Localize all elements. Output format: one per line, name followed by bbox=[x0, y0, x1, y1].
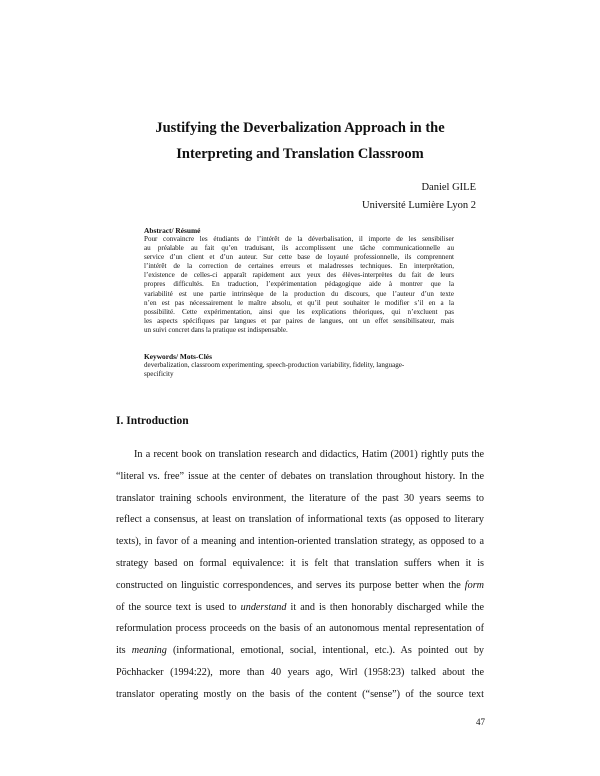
body-line: reflect a consensus, at least on translation of informational texts (as opposed to literary bbox=[116, 514, 484, 526]
body-line bbox=[116, 602, 484, 624]
body-text-segment: its bbox=[116, 645, 126, 657]
body-line bbox=[116, 580, 484, 602]
body-text-segment: (informational, emotional, social, intentional, etc.). As pointed out by bbox=[173, 645, 485, 657]
body-line: translator operating mostly on the basis of the content (“sense”) of the source text bbox=[116, 688, 484, 700]
page-number: 47 bbox=[476, 717, 485, 727]
body-line: strategy based on formal equivalence: it is felt that translation suffers when it is bbox=[116, 557, 484, 569]
paper-title-line-2: Interpreting and Translation Classroom bbox=[176, 146, 424, 162]
body-paragraph bbox=[116, 449, 484, 711]
abstract-line: service d’un client et d’un auteur. Sur cette base de loyauté professionnelle, ils comprennent bbox=[144, 253, 454, 262]
author-affiliation: Université Lumière Lyon 2 bbox=[361, 200, 476, 211]
paper-title-line-1: Justifying the Deverbalization Approach in the bbox=[155, 120, 445, 136]
body-line: “literal vs. free” issue at the center of debates on translation throughout history. In the bbox=[116, 470, 484, 482]
author-name: Daniel GILE bbox=[421, 182, 476, 193]
body-line: translator training schools environment, the literature of the past 30 years seems to bbox=[116, 492, 484, 504]
abstract-line: Pour convaincre les étudiants de l’intérêt de la déverbalisation, il importe de les sensibiliser bbox=[144, 235, 454, 243]
abstract-heading: Abstract/ Résumé bbox=[144, 226, 201, 235]
abstract-line: propres difficultés. En traduction, l’expérimentation pédagogique aide à montrer que la bbox=[144, 280, 454, 289]
abstract-block bbox=[144, 226, 454, 335]
body-text-segment: of the source text is used to bbox=[116, 601, 237, 613]
abstract-line: n’en est pas nécessairement le maître absolu, et qu’il peut souhaiter le modifier s’il en a la bbox=[144, 298, 454, 307]
body-line: texts), in favor of a meaning and intention-oriented translation strategy, as opposed to a bbox=[116, 536, 484, 548]
body-line bbox=[116, 645, 484, 667]
abstract-line: au préalable au fait qu’en traduisant, ils accomplissent une tâche communicationnelle au bbox=[144, 244, 454, 253]
keywords-block bbox=[144, 352, 454, 379]
section-heading: I. Introduction bbox=[116, 415, 189, 427]
abstract-line: l’existence de celles-ci apparaît rapidement aux yeux des élèves-interprètes du fait de leurs bbox=[144, 271, 454, 280]
abstract-line: les aspects spécifiques par langues et par paires de langues, ont un effet sensibilisateur, mais bbox=[144, 316, 454, 325]
abstract-text bbox=[144, 235, 454, 335]
abstract-line: l’intérêt de la correction de certaines erreurs et maladresses techniques. En interprétation, bbox=[144, 262, 454, 271]
body-text-segment: constructed on linguistic correspondences, and serves its purpose better when the bbox=[116, 579, 461, 591]
keywords-text bbox=[144, 361, 454, 379]
body-emphasis: form bbox=[464, 579, 485, 591]
abstract-line: possibilité. Cette expérimentation, ainsi que les explications théoriques, qui n’excluent pas bbox=[144, 307, 454, 316]
abstract-line: un suivi concret dans la pratique est indispensable. bbox=[144, 325, 288, 334]
keywords-line: specificity bbox=[144, 370, 174, 379]
keywords-line: deverbalization, classroom experimenting, speech-production variability, fidelity, language- bbox=[144, 361, 405, 369]
body-emphasis: understand bbox=[240, 601, 287, 613]
abstract-line: variabilité est une partie intrinsèque de la production du discours, que l’auteur d’un texte bbox=[144, 289, 454, 298]
body-text-segment: it and is then honorably discharged while the bbox=[290, 601, 484, 613]
body-line: reformulation process proceeds on the basis of an autonomous mental representation of bbox=[116, 623, 484, 635]
body-emphasis: meaning bbox=[131, 645, 167, 657]
body-line: In a recent book on translation research and didactics, Hatim (2001) rightly puts the bbox=[134, 449, 484, 460]
body-line: Pöchhacker (1994:22), more than 40 years ago, Wirl (1958:23) talked about the bbox=[116, 666, 484, 678]
keywords-heading: Keywords/ Mots-Clés bbox=[144, 352, 212, 361]
